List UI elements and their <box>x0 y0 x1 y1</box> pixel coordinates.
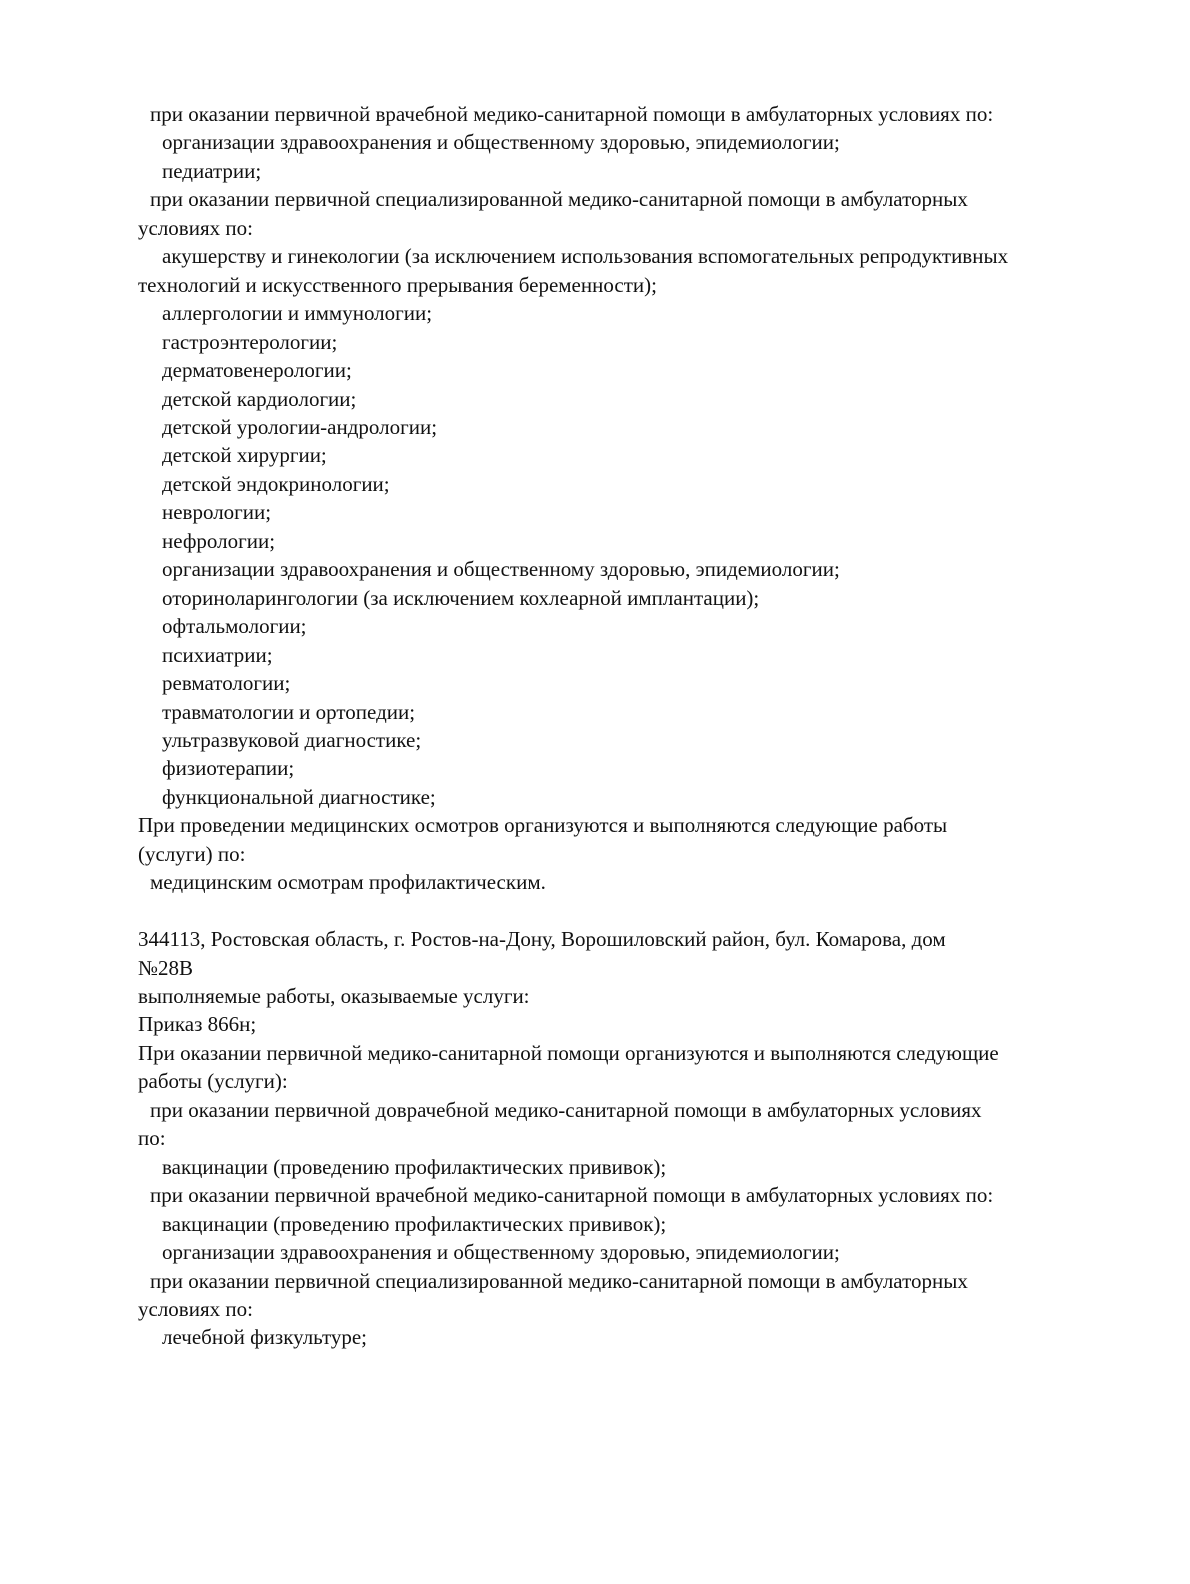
paragraph-line: 344113, Ростовская область, г. Ростов-на-Дону, Ворошиловский район, бул. Комарова, дом <box>138 927 946 952</box>
list-item: организации здравоохранения и общественному здоровью, эпидемиологии; <box>162 130 840 155</box>
list-item: психиатрии; <box>162 642 273 667</box>
section-line: при оказании первичной доврачебной медико-санитарной помощи в амбулаторных условиях <box>150 1097 982 1122</box>
list-item: детской кардиологии; <box>162 386 357 411</box>
paragraph-line: выполняемые работы, оказываемые услуги: <box>138 984 530 1009</box>
paragraph-line: При проведении медицинских осмотров организуются и выполняются следующие работы <box>138 813 948 838</box>
list-item: педиатрии; <box>162 158 262 183</box>
list-item: аллергологии и иммунологии; <box>162 301 433 326</box>
list-item: ревматологии; <box>162 671 291 696</box>
list-item: лечебной физкультуре; <box>162 1325 368 1350</box>
paragraph-line: по: <box>138 1126 166 1151</box>
section-line: при оказании первичной врачебной медико-санитарной помощи в амбулаторных условиях по: <box>150 102 994 126</box>
list-item: функциональной диагностике; <box>162 784 436 809</box>
document-body <box>138 100 1128 1352</box>
list-item: вакцинации (проведению профилактических прививок); <box>162 1154 667 1179</box>
list-item: неврологии; <box>162 500 272 525</box>
list-item: дерматовенерологии; <box>162 358 352 383</box>
list-item: организации здравоохранения и общественному здоровью, эпидемиологии; <box>162 1240 840 1265</box>
paragraph-line: При оказании первичной медико-санитарной помощи организуются и выполняются следующие <box>138 1040 999 1065</box>
list-item: гастроэнтерологии; <box>162 329 338 354</box>
section-line: при оказании первичной специализированной медико-санитарной помощи в амбулаторных <box>150 1268 968 1293</box>
list-item: травматологии и ортопедии; <box>162 699 416 724</box>
list-item: оториноларингологии (за исключением кохлеарной имплантации); <box>162 585 760 610</box>
paragraph-line: условиях по: <box>138 1297 253 1322</box>
list-item: вакцинации (проведению профилактических прививок); <box>162 1211 667 1236</box>
list-item: офтальмологии; <box>162 614 307 639</box>
list-item: ультразвуковой диагностике; <box>162 727 422 752</box>
list-item: организации здравоохранения и общественному здоровью, эпидемиологии; <box>162 557 840 582</box>
list-item: детской урологии-андрологии; <box>162 414 438 439</box>
paragraph-line: №28В <box>138 955 194 980</box>
list-item: акушерству и гинекологии (за исключением использования вспомогательных репродуктивных <box>162 244 1009 269</box>
section-line: медицинским осмотрам профилактическим. <box>150 870 546 895</box>
blank-line <box>138 897 1128 925</box>
list-item: детской хирургии; <box>162 443 327 468</box>
list-item: физиотерапии; <box>162 756 295 781</box>
paragraph-line: Приказ 866н; <box>138 1012 257 1037</box>
section-line: при оказании первичной специализированной медико-санитарной помощи в амбулаторных <box>150 187 968 212</box>
paragraph-line: технологий и искусственного прерывания беременности); <box>138 272 657 297</box>
section-line: при оказании первичной врачебной медико-санитарной помощи в амбулаторных условиях по: <box>150 1183 994 1208</box>
paragraph-line: работы (услуги): <box>138 1069 288 1094</box>
list-item: детской эндокринологии; <box>162 471 390 496</box>
list-item: нефрологии; <box>162 528 276 553</box>
paragraph-line: условиях по: <box>138 215 253 240</box>
paragraph-line: (услуги) по: <box>138 841 246 866</box>
